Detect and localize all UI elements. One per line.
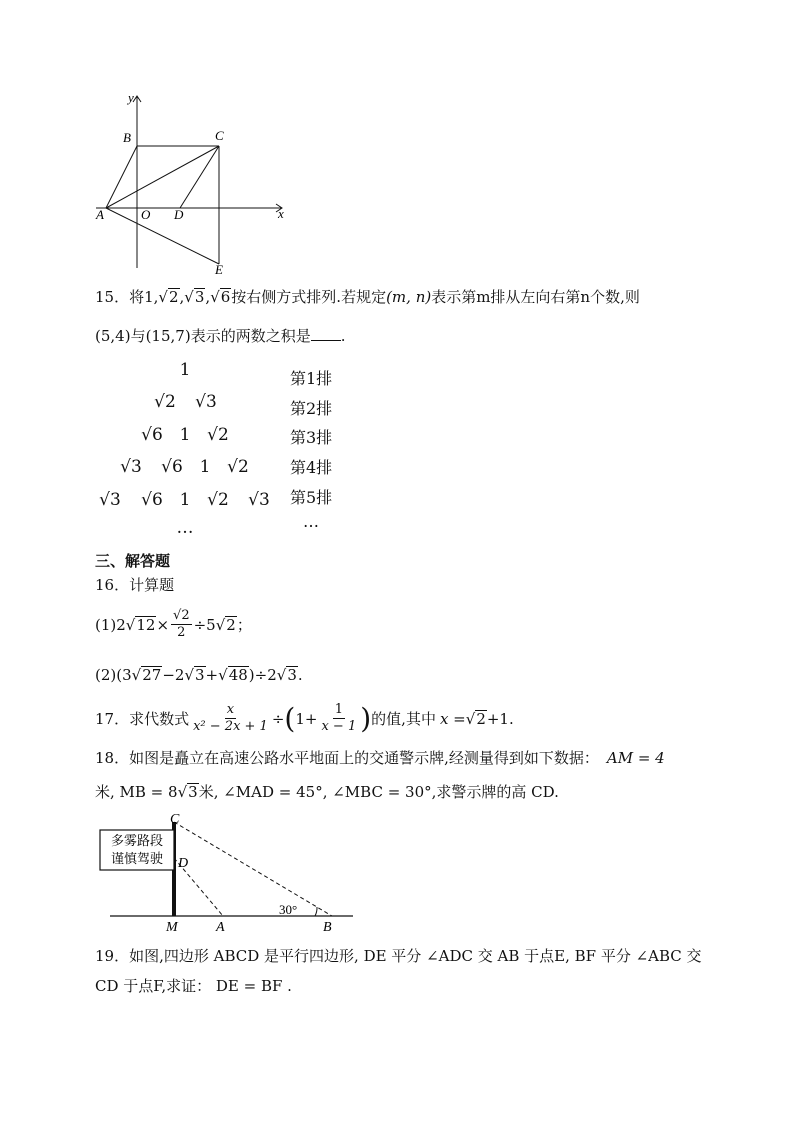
svg-text:30°: 30° bbox=[279, 902, 298, 917]
q16-title: 16．计算题 bbox=[95, 576, 175, 594]
x-axis-label: x bbox=[278, 206, 284, 221]
q16-part1: (1) 2 √ 12 × $\frac{√2}{2}$ ÷5 √ 2 ； bbox=[95, 608, 252, 640]
q16-part2: (2)(3√27−2√3+√48)÷2√3. bbox=[95, 666, 303, 684]
q15-line1: 15．将1,√2,√3,√6按右侧方式排列.若规定(m, n)表示第m排从左向右第n个数,则 bbox=[95, 288, 640, 306]
svg-text:D: D bbox=[174, 207, 184, 222]
svg-text:B: B bbox=[323, 920, 332, 935]
svg-text:D: D bbox=[178, 856, 189, 871]
q15-line2: (5,4)与(15,7)表示的两数之积是 . bbox=[95, 327, 346, 345]
answer-blank[interactable] bbox=[311, 326, 341, 341]
svg-text:B: B bbox=[123, 130, 131, 145]
svg-text:多雾路段: 多雾路段 bbox=[110, 834, 164, 849]
svg-text:A: A bbox=[216, 920, 225, 935]
svg-text:E: E bbox=[215, 262, 223, 277]
section-title: 三、解答题 bbox=[95, 552, 171, 570]
q18-line2: 米, MB = 8√3米, ∠MAD = 45°, ∠MBC = 30°,求警示牌的高 CD. bbox=[95, 783, 559, 801]
sign-figure bbox=[95, 810, 360, 936]
y-axis-label: y bbox=[128, 90, 134, 105]
svg-text:O: O bbox=[141, 207, 151, 222]
svg-text:C: C bbox=[215, 128, 224, 143]
svg-text:M: M bbox=[166, 920, 178, 935]
q18-line1: 18．如图是矗立在高速公路水平地面上的交通警示牌,经测量得到如下数据： AM = 4 bbox=[95, 749, 665, 767]
q19-line2: CD 于点F,求证： DE = BF . bbox=[95, 977, 292, 995]
q19-line1: 19．如图,四边形 ABCD 是平行四边形, DE 平分 ∠ADC 交 AB 于点E, BF 平分 ∠ABC 交 bbox=[95, 947, 702, 965]
svg-text:A: A bbox=[96, 207, 104, 222]
q17: 17．求代数式 $\frac{x}{\text{x² − 2x + 1}}$ ÷ ( 1+ $\frac{1}{x - 1}$ ) 的值,其中 x = √ 2 +1. bbox=[95, 701, 514, 735]
coordinate-figure bbox=[92, 88, 292, 278]
svg-text:C: C bbox=[170, 812, 180, 827]
svg-text:谨慎驾驶: 谨慎驾驶 bbox=[110, 852, 164, 867]
